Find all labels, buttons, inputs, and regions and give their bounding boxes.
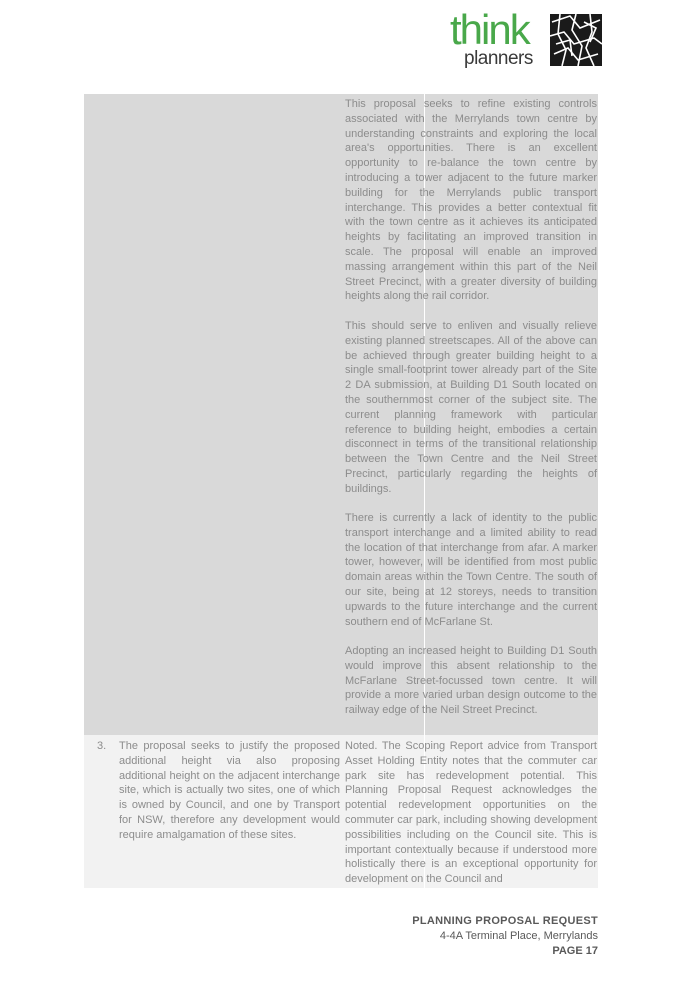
response-paragraph-1: This proposal seeks to refine existing controls associated with the Merrylands town centre by understanding constraints and exploring the local area's opportunities. There is an excellent opportunity to re-balance the town centre by introducing a tower adjacent to the future marker building for the Merrylands public transport interchange. This provides a better contextual fit with the town centre as it achieves its anticipated heights by facilitating an improved transition in scale. The proposal will enable an improved massing arrangement within this part of the Neil Street Precinct, with a greater diversity of building heights along the rail corridor. xyxy=(345,98,597,303)
response-text: Noted. The Scoping Report advice from Transport Asset Holding Entity notes that the commuter car park site has redevelopment potential. This Planning Proposal Request acknowledges the potential redevelopment opportunities on the commuter car park, including showing development possibilities including on the Council site. This is important contextually because if understood more holistically there is an exceptional opportunity for development on the Council and xyxy=(345,740,597,886)
page-number: PAGE 17 xyxy=(552,945,598,957)
response-paragraph-2: This should serve to enliven and visually relieve existing planned streetscapes. All of the above can be achieved through greater building height to a single small-footprint tower already part of the Site 2 DA submission, at Building D1 South located on the southernmost corner of the subject site. The current planning framework with particular reference to building height, embodies a certain disconnect in terms of the transitional relationship between the Town Centre and the Neil Street Precinct, particularly regarding the heights of buildings. xyxy=(345,320,597,495)
row-number: 3. xyxy=(97,740,107,752)
logo-wordmark-planners: planners xyxy=(464,48,533,69)
issue-text: The proposal seeks to justify the proposed additional height via also proposing additional height on the adjacent interchange site, which is actually two sites, one of which is owned by Council, and one by Transport for NSW, therefore any development would require amalgamation of these sites. xyxy=(119,740,340,841)
response-paragraph-4: Adopting an increased height to Building D1 South would improve this absent relationship to the McFarlane Street-focussed town centre. It will provide a more varied urban design outcome to the railway edge of the Neil Street Precinct. xyxy=(345,645,597,717)
logo-map-mark-icon xyxy=(550,14,602,66)
logo-wordmark-think: think xyxy=(450,6,529,53)
footer-title: PLANNING PROPOSAL REQUEST xyxy=(412,915,598,927)
table-row-3 xyxy=(84,735,598,888)
table-row-continuation xyxy=(84,94,598,735)
response-paragraph-3: There is currently a lack of identity to the public transport interchange and a limited ability to read the location of that interchange from afar. A marker tower, however, will be identified from most public domain areas within the Town Centre. The south of our site, being at 12 storeys, needs to transition upwards to the future interchange and the current southern end of McFarlane St. xyxy=(345,512,597,628)
page-footer xyxy=(412,914,598,959)
footer-address: 4-4A Terminal Place, Merrylands xyxy=(439,930,598,942)
think-planners-logo xyxy=(446,6,602,72)
